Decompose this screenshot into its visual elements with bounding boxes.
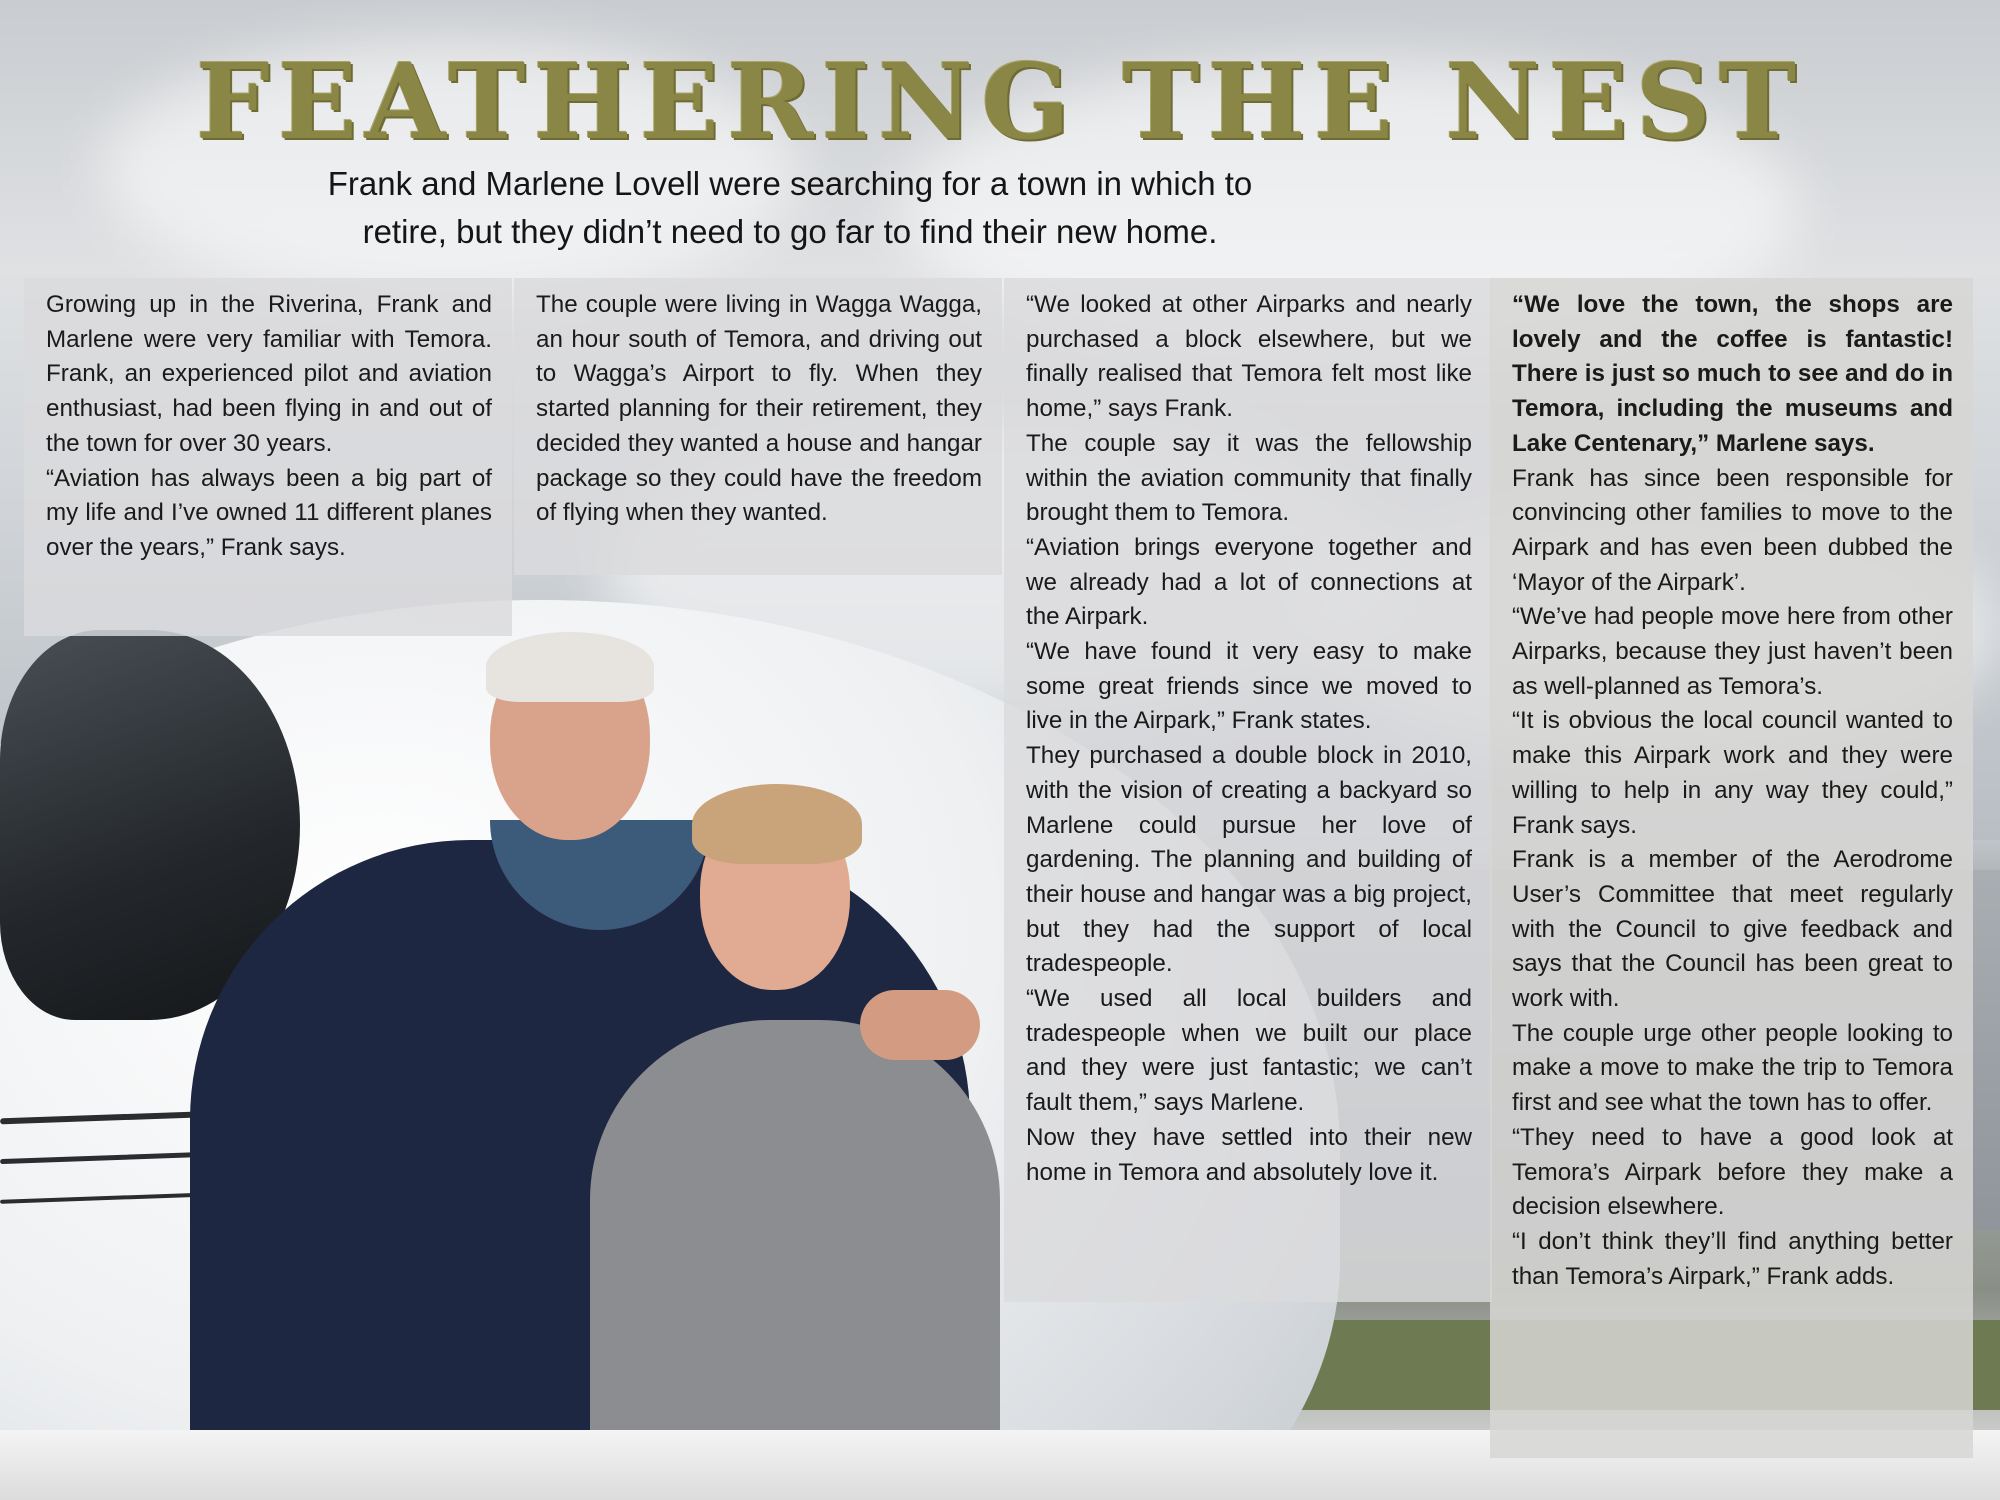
paragraph: “Aviation brings everyone together and we already had a lot of connections at the Airpark. (1026, 533, 1472, 631)
paragraph: “We looked at other Airparks and nearly purchased a block elsewhere, but we finally realised that Temora felt most like home,” says Frank. (1026, 291, 1472, 423)
text-column-4 (1490, 278, 1973, 1458)
text-column-1 (24, 278, 512, 636)
text-column-2 (514, 278, 1002, 575)
paragraph: They purchased a double block in 2010, with the vision of creating a backyard so Marlene could pursue her love of gardening. The planning and building of their house and hangar was a big project, but they had the support of local tradespeople. (1026, 742, 1472, 978)
paragraph: “We’ve had people move here from other Airparks, because they just haven’t been as well-planned as Temora’s. (1512, 603, 1953, 700)
article-subtitle: Frank and Marlene Lovell were searching for a town in which to retire, but they didn’t need to go far to find their new home. (327, 165, 1253, 250)
paragraph: Frank has since been responsible for convincing other families to move to the Airpark and has even been dubbed the ‘Mayor of the Airpark’. (1512, 464, 1953, 596)
paragraph: “We used all local builders and tradespeople when we built our place and they were just fantastic; we can’t fault them,” says Marlene. (1026, 985, 1472, 1117)
woman-hair (692, 784, 862, 864)
paragraph: The couple were living in Wagga Wagga, an hour south of Temora, and driving out to Wagga’s Airport to fly. When they started planning for their retirement, they decided they wanted a house and hangar package so they could have the freedom of flying when they wanted. (536, 291, 982, 527)
paragraph: “We have found it very easy to make some great friends since we moved to live in the Airpark,” Frank states. (1026, 638, 1472, 735)
woman-sweater (590, 1020, 1000, 1490)
man-hair (486, 632, 654, 702)
man-hand (860, 990, 980, 1060)
paragraph: The couple say it was the fellowship within the aviation community that finally brought them to Temora. (1026, 429, 1472, 527)
paragraph: Now they have settled into their new home in Temora and absolutely love it. (1026, 1123, 1472, 1186)
text-column-3 (1004, 278, 1492, 1302)
paragraph: “Aviation has always been a big part of my life and I’ve owned 11 different planes over the years,” Frank says. (46, 464, 492, 561)
paragraph: “I don’t think they’ll find anything better than Temora’s Airpark,” Frank adds. (1512, 1227, 1953, 1290)
article-title: FEATHERING THE NEST (195, 40, 1805, 163)
paragraph: “It is obvious the local council wanted to make this Airpark work and they were willing to help in any way they could,” Frank says. (1512, 707, 1953, 839)
paragraph: “They need to have a good look at Temora’s Airpark before they make a decision elsewhere. (1512, 1123, 1953, 1221)
pull-quote: “We love the town, the shops are lovely and the coffee is fantastic! There is just so much to see and do in Temora, including the museums and Lake Centenary,” Marlene says. (1512, 291, 1953, 457)
paragraph: Growing up in the Riverina, Frank and Marlene were very familiar with Temora. Frank, an experienced pilot and aviation enthusiast, had been flying in and out of the town for over 30 years. (46, 291, 492, 457)
paragraph: Frank is a member of the Aerodrome User’s Committee that meet regularly with the Council to give feedback and says that the Council has been great to work with. (1512, 846, 1953, 1013)
paragraph: The couple urge other people looking to make a move to make the trip to Temora first and see what the town has to offer. (1512, 1019, 1953, 1117)
